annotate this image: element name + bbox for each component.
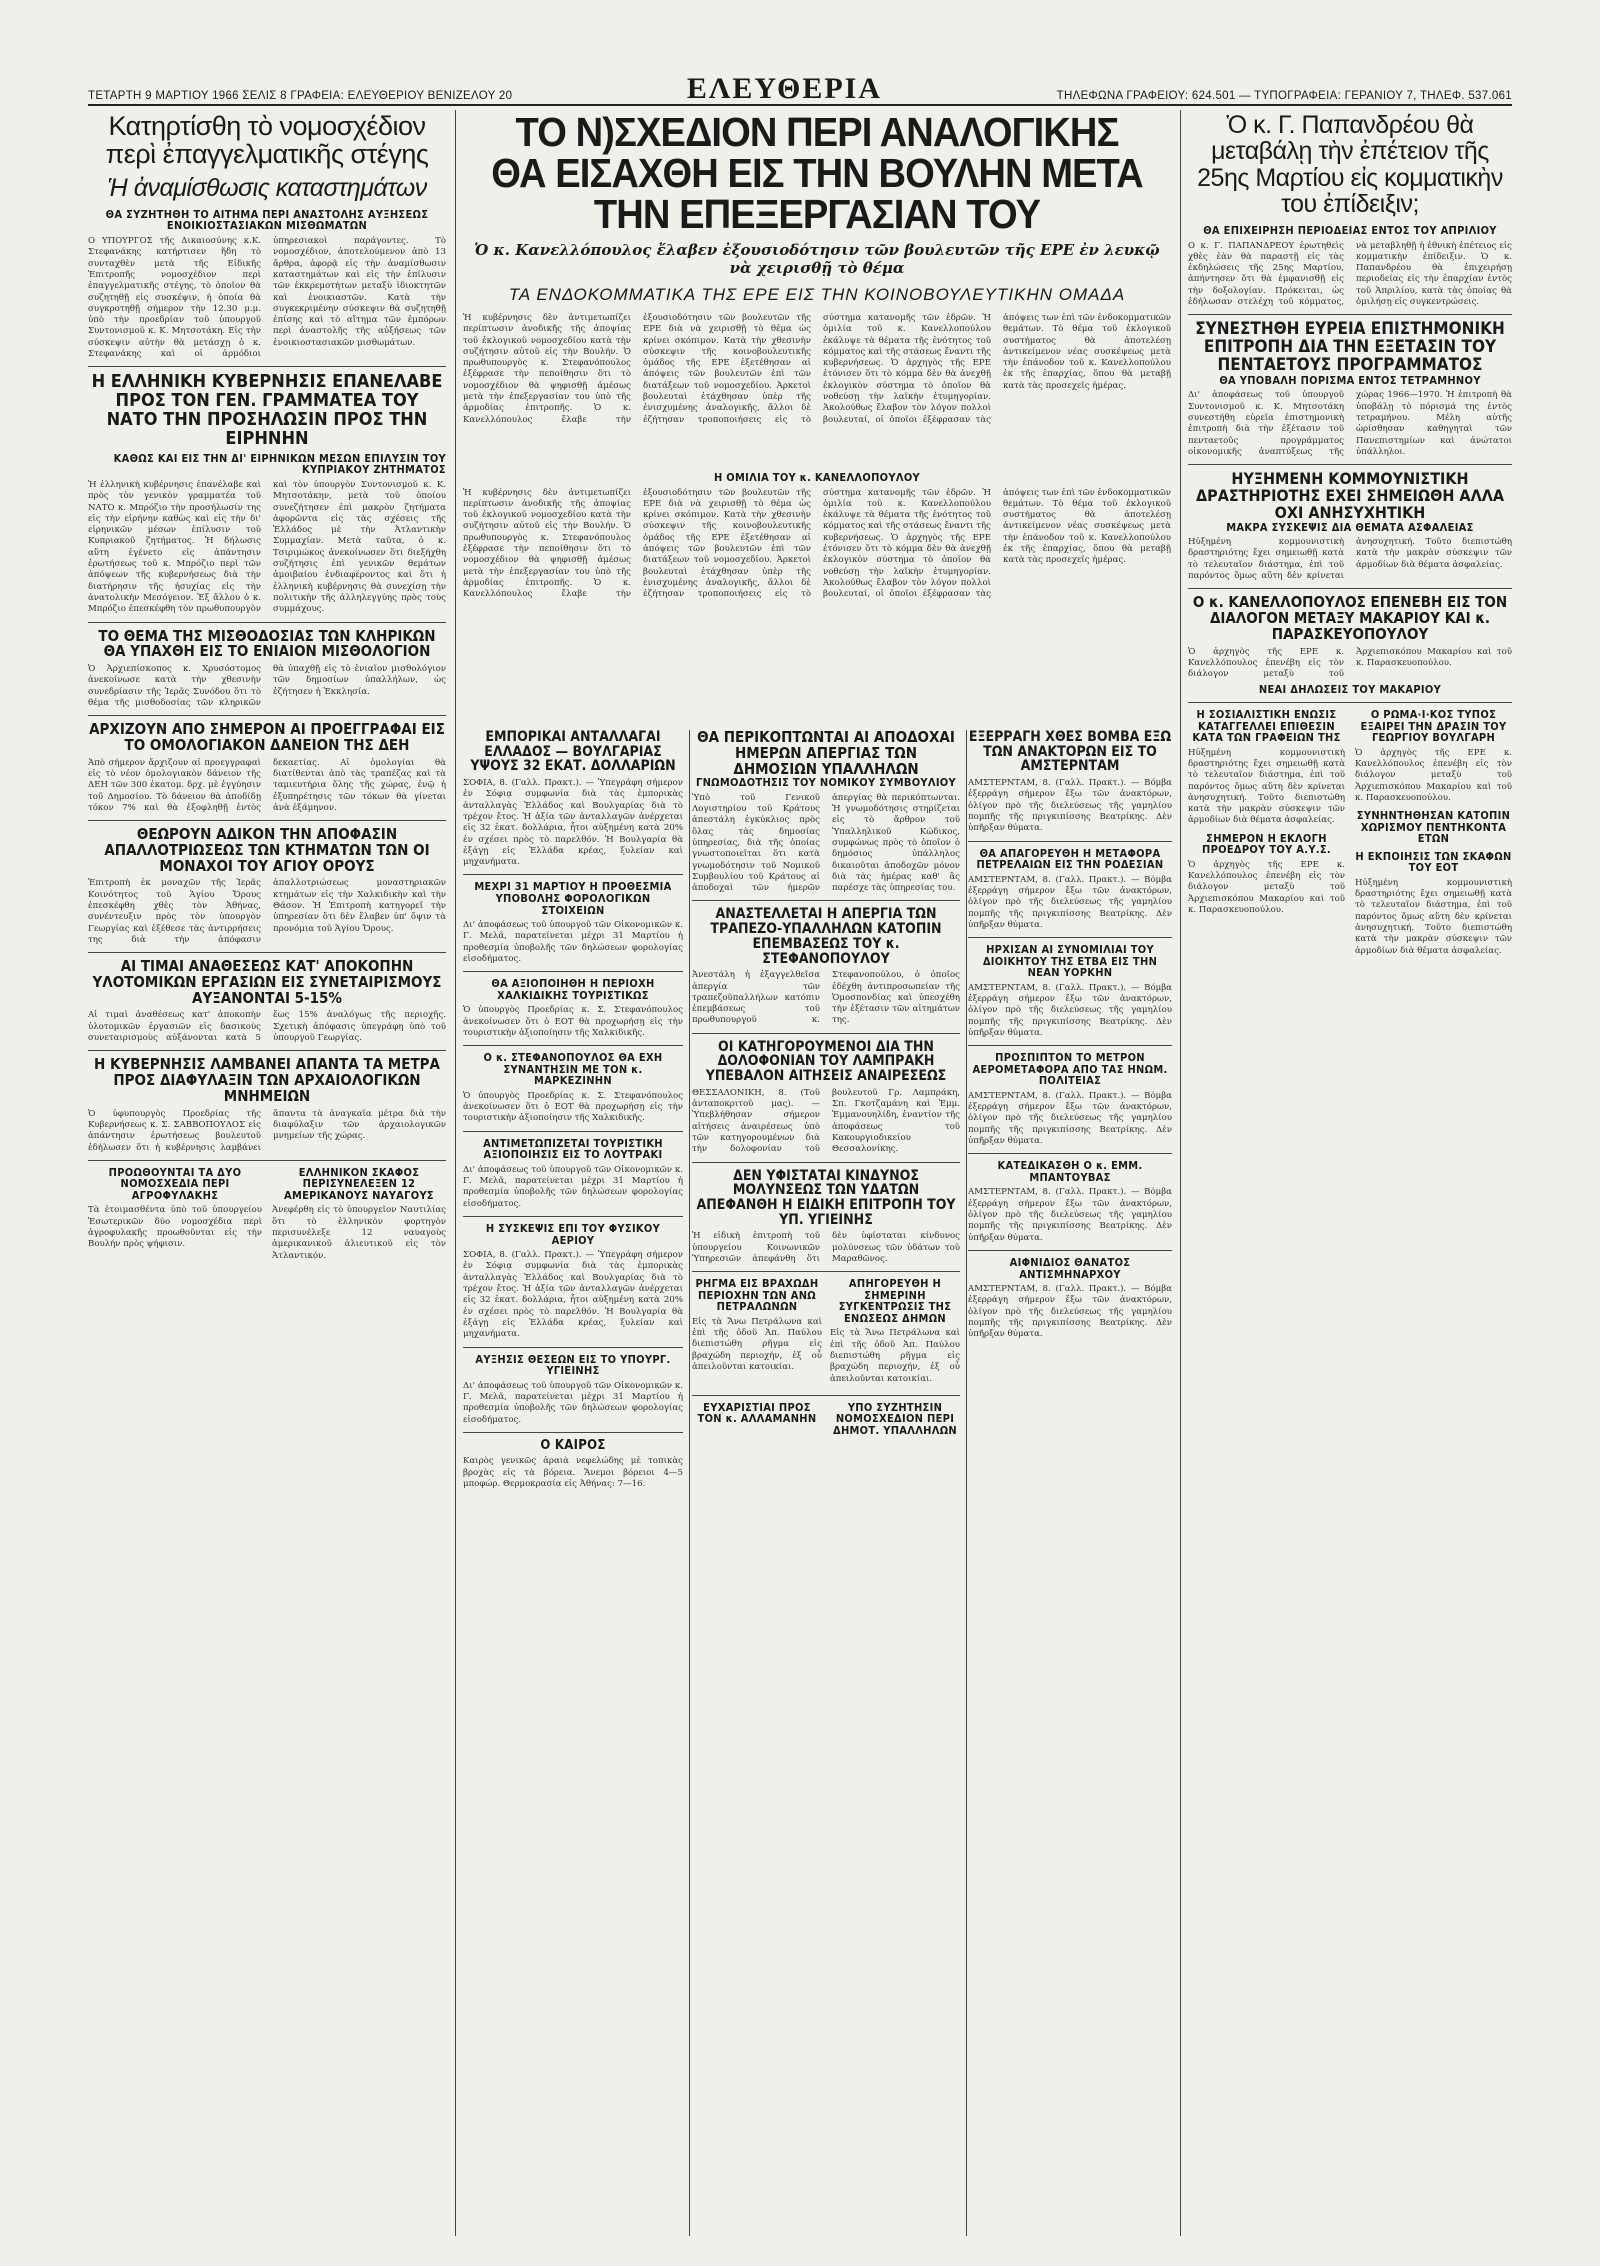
headline-ays-election: ΣΗΜΕΡΟΝ Η ΕΚΛΟΓΗ ΠΡΟΕΔΡΟΥ ΤΟΥ Α.Υ.Σ. — [1202, 831, 1331, 857]
article-papandreou: Ο κ. Γ. ΠΑΠΑΝΔΡΕΟΥ ἐρωτηθεὶς χθὲς ἐὰν θὰ παραστῇ εἰς τὰς ἐκδηλώσεις τῆς 25ης Μαρτίου, ἀπήντησεν ὅτι θὰ ἐμφανισθῇ εἰς τὴν δοξολογίαν. Πρόκειται, ὡς ἐδήλωσαν στελέχη τοῦ κόμματος, νὰ μεταβληθῇ ἡ ἐθνικὴ ἐπέτειος εἰς κομματικὴν ἐπίδειξιν. Ὁ κ. Παπανδρέου θὰ ἐπιχειρήσῃ περιοδείας εἰς τὴν ἐπαρχίαν ἐντὸς τοῦ Ἀπριλίου, κατὰ τὰς ὁποίας θὰ ὁμιλήσῃ εἰς συγκεντρώσεις. — [1188, 240, 1512, 308]
article-chalkidiki: Ὁ ὑπουργὸς Προεδρίας κ. Σ. Στεφανόπουλος ἀνεκοίνωσεν ὅτι ὁ ΕΟΤ θὰ προχωρήσῃ εἰς τὴν τουριστικὴν ἀξιοποίησιν τῆς Χαλκιδικῆς. — [463, 1005, 683, 1038]
headline-bulgaria-trade: ΕΜΠΟΡΙΚΑΙ ΑΝΤΑΛΛΑΓΑΙ ΕΛΛΑΔΟΣ — ΒΟΥΛΓΑΡΙΑΣ ΥΨΟΥΣ 32 ΕΚΑΤ. ΔΟΛΛΑΡΙΩΝ — [470, 729, 676, 775]
kicker-security: ΜΑΚΡΑ ΣΥΣΚΕΨΙΣ ΔΙΑ ΘΕΜΑΤΑ ΑΣΦΑΛΕΙΑΣ — [1226, 520, 1474, 534]
article-eot-vessels: Ηὐξημένη κομμουνιστικὴ δραστηριότης ἔχει σημειωθῇ κατὰ τὸ τελευταῖον διάστημα, ἐπὶ τοῦ παρόντος ὅμως αὕτη δὲν κρίνεται ἀνησυχητική. Τοῦτο διεπιστώθη κατὰ τὴν μακρὰν σύσκεψιν τῶν ἁρμοδίων διὰ θέματα ἀσφαλείας. — [1355, 877, 1512, 956]
article-loutraki: Δι' ἀποφάσεως τοῦ ὑπουργοῦ τῶν Οἰκονομικῶν κ. Γ. Μελᾶ, παρατείνεται μέχρι 31 Μαρτίου ἡ προθεσμία ὑποβολῆς τῶν δηλώσεων φορολογίας εἰσοδήματος. — [463, 1164, 683, 1209]
article-socialist-union: Ηὐξημένη κομμουνιστικὴ δραστηριότης ἔχει σημειωθῇ κατὰ τὸ τελευταῖον διάστημα, ἐπὶ τοῦ παρόντος ὅμως αὕτη δὲν κρίνεται ἀνησυχητική. Τοῦτο διεπιστώθη κατὰ τὴν μακρὰν σύσκεψιν τῶν ἁρμοδίων διὰ θέματα ἀσφαλείας. — [1188, 747, 1345, 826]
newspaper-name: ΕΛΕΥΘΕΡΙΑ — [686, 72, 883, 105]
article-bank-strike: Ἀνεστάλη ἡ ἐξαγγελθεῖσα ἀπεργία τῶν τραπεζοϋπαλλήλων κατόπιν ἐπεμβάσεως τοῦ πρωθυπουργοῦ κ. Στεφανοπούλου, ὁ ὁποῖος ἐδέχθη ἀντιπροσωπείαν τῆς Ὁμοσπονδίας καὶ ὑπεσχέθη τὴν ἐξέτασιν τῶν αἰτημάτων της. — [692, 970, 960, 1026]
headline-papandreou: Ὁ κ. Γ. Παπανδρέου θὰ μεταβάλῃ τὴν ἐπέτειον τῆς 25ης Μαρτίου εἰς κομματικὴν του ἐπίδειξιν; — [1197, 111, 1503, 218]
headline-reunion: ΣΥΝΗΝΤΗΘΗΣΑΝ ΚΑΤΟΠΙΝ ΧΩΡΙΣΜΟΥ ΠΕΝΤΗΚΟΝΤΑ ΕΤΩΝ — [1356, 809, 1511, 846]
article-natural-gas: ΣΟΦΙΑ, 8. (Γαλλ. Πρακτ.). — Ὑπεγράφη σήμερον ἐν Σόφιᾳ συμφωνία διὰ τὰς ἐμπορικὰς ἀνταλλαγὰς Ἑλλάδος καὶ Βουλγαρίας διὰ τὸ τρέχον ἔτος. Ἡ ἀξία τῶν ἀνταλλαγῶν ἀνέρχεται εἰς 32 ἑκατ. δολλάρια, ἦτοι αὐξημένη κατὰ 20% ἐν σχέσει πρὸς τὸ παρελθόν. Ἡ Βουλγαρία θὰ ἐξάγῃ εἰς Ἑλλάδα κρέας, ξυλείαν καὶ μηχανήματα. — [463, 1250, 683, 1340]
headline-logging: ΑΙ ΤΙΜΑΙ ΑΝΑΘΕΣΕΩΣ ΚΑΤ' ΑΠΟΚΟΠΗΝ ΥΛΟΤΟΜΙΚΩΝ ΕΡΓΑΣΙΩΝ ΕΙΣ ΣΥΝΕΤΑΙΡΙΣΜΟΥΣ ΑΥΞΑΝΟΝΤΑΙ 5-15% — [92, 957, 442, 1007]
article-communist-activity: Ηὐξημένη κομμουνιστικὴ δραστηριότης ἔχει σημειωθῇ κατὰ τὸ τελευταῖον διάστημα, ἐπὶ τοῦ παρόντος ὅμως αὕτη δὲν κρίνεται ἀνησυχητική. Τοῦτο διεπιστώθη κατὰ τὴν μακρὰν σύσκεψιν τῶν ἁρμοδίων διὰ θέματα ἀσφαλείας. — [1188, 537, 1512, 582]
article-housing: Ο ΥΠΟΥΡΓΟΣ τῆς Δικαιοσύνης κ.Κ. Στεφανάκης κατήρτισεν ἤδη τὸ συνταχθὲν μετὰ τῆς Εἰδικῆς Ἐπιτροπῆς νομοσχέδιον περὶ ἐπαγγελματικῆς στέγης, τὸ ὁποῖον θὰ συζητηθῇ εἰς συσκέψιν, ἡ ὁποία θὰ συγκροτηθῇ σήμερον τὴν 12.30 μ.μ. ὑπὸ τὴν προεδρίαν τοῦ ὑπουργοῦ Συντονισμοῦ κ. Κ. Μητσοτάκη. Εἰς τὴν σύσκεψιν αὐτὴν θὰ μετάσχῃ ὁ κ. Στεφανάκης καὶ οἱ ἁρμόδιοι ὑπηρεσιακοὶ παράγοντες. Τὸ νομοσχέδιον, ἀποτελούμενον ἀπὸ 13 ἄρθρα, ἀφορᾷ εἰς τὴν ἀναμίσθωσιν καταστημάτων καὶ εἰς τὴν ἐπίλυσιν τῶν ἐκκρεμοτήτων μεταξὺ ἰδιοκτητῶν καὶ ἐνοικιαστῶν. Κατὰ τὴν συγκεκριμένην σύσκεψιν θὰ συζητηθῇ ἐπίσης καὶ τὸ αἴτημα τῶν ἐμπόρων περὶ ἀναστολῆς τῆς αὐξήσεως τῶν ἐνοικιοστασιακῶν μισθωμάτων. — [88, 236, 446, 359]
center-column — [692, 730, 967, 2236]
kicker-legal-council: ΓΝΩΜΟΔΟΤΗΣΙΣ ΤΟΥ ΝΟΜΙΚΟΥ ΣΥΜΒΟΥΛΙΟΥ — [695, 776, 956, 790]
article-bandouvas: ΑΜΣΤΕΡΝΤΑΜ, 8. (Γαλλ. Πρακτ.). — Βόμβα ἐξερράγη σήμερον ἔξω τῶν ἀνακτόρων, ὀλίγον πρὸ τῆς διελεύσεως τῆς γαμηλίου πομπῆς τῆς πριγκιπίσσης Βεατρίκης. Δὲν ὑπῆρξαν θύματα. — [968, 1187, 1172, 1243]
headline-health-posts: ΑΥΞΗΣΙΣ ΘΕΣΕΩΝ ΕΙΣ ΤΟ ΥΠΟΥΡΓ. ΥΓΙΕΙΝΗΣ — [475, 1352, 671, 1378]
kicker-speech: Η ΟΜΙΛΙΑ ΤΟΥ κ. ΚΑΝΕΛΛΟΠΟΥΛΟΥ — [713, 471, 920, 484]
headline-socialist-union: Η ΣΟΣΙΑΛΙΣΤΙΚΗ ΕΝΩΣΙΣ ΚΑΤΑΓΓΕΛΛΕΙ ΕΠΙΘΕΣΙΝ ΚΑΤΑ ΤΩΝ ΓΡΑΦΕΙΩΝ ΤΗΣ — [1192, 708, 1341, 745]
headline-water: ΔΕΝ ΥΦΙΣΤΑΤΑΙ ΚΙΝΔΥΝΟΣ ΜΟΛΥΝΣΕΩΣ ΤΩΝ ΥΔΑΤΩΝ ΑΠΕΦΑΝΘΗ Η ΕΙΔΙΚΗ ΕΠΙΤΡΟΠΗ ΤΟΥ ΥΠ. ΥΓΙΕΙΝΗΣ — [696, 1167, 956, 1228]
headline-rural-guard: ΠΡΟΩΘΟΥΝΤΑΙ ΤΑ ΔΥΟ ΝΟΜΟΣΧΕΔΙΑ ΠΕΡΙ ΑΓΡΟΦΥΛΑΚΗΣ — [108, 1165, 242, 1202]
headline-bank-strike: ΑΝΑΣΤΕΛΛΕΤΑΙ Η ΑΠΕΡΓΙΑ ΤΩΝ ΤΡΑΠΕΖΟ-ΥΠΑΛΛΗΛΩΝ ΚΑΤΟΠΙΝ ΕΠΕΜΒΑΣΕΩΣ ΤΟΥ κ. ΣΤΕΦΑΝΟΠΟΥΛΟΥ — [710, 906, 942, 967]
lead-subtitle: Ὁ κ. Κανελλόπουλος ἔλαβεν ἐξουσιοδότησιν τῶν βουλευτῶν τῆς ΕΡΕ ἐν λευκῷ νὰ χειρισθῇ τὸ θέμα — [474, 241, 1160, 277]
lead-article: Ἡ κυβέρνησις δὲν ἀντιμετωπίζει περίπτωσιν ἀνοδικῆς τῆς ἀποψίας τοῦ ἐκλογικοῦ νομοσχεδίου κατὰ τὴν συζήτησιν αὐτοῦ εἰς τὴν Βουλήν. Ὁ πρωθυπουργὸς κ. Στεφανόπουλος ἐξέφρασε τὴν πεποίθησιν ὅτι τὸ νομοσχέδιον θὰ ψηφισθῇ ἀμέσως μετὰ τὴν ἐπεξεργασίαν του ὑπὸ τῆς ἁρμοδίας ἐπιτροπῆς. Ὁ κ. Κανελλόπουλος ἔλαβε τὴν ἐξουσιοδότησιν τῶν βουλευτῶν τῆς ΕΡΕ διὰ νὰ χειρισθῇ τὸ θέμα ὡς κρίνει σκόπιμον. Κατὰ τὴν χθεσινὴν σύσκεψιν τῆς κοινοβουλευτικῆς ὁμάδος τῆς ΕΡΕ ἐξετέθησαν αἱ ἀπόψεις τῶν βουλευτῶν ἐπὶ τῶν διατάξεων τοῦ νομοσχεδίου. Ἀρκετοὶ βουλευταὶ ἐτάχθησαν ὑπὲρ τῆς ἐνισχυμένης ἀναλογικῆς, ἄλλοι δὲ ἐζήτησαν τροποποιήσεις εἰς τὸ σύστημα κατανομῆς τῶν ἑδρῶν. Ἡ ὁμιλία τοῦ κ. Κανελλοπούλου ἐκάλυψε τὰ θέματα τῆς ἐνότητος τοῦ κόμματος καὶ τῆς στάσεως ἔναντι τῆς κυβερνήσεως. Ὁ ἀρχηγὸς τῆς ΕΡΕ ἐτόνισεν ὅτι τὸ κόμμα δὲν θὰ ἀνεχθῇ ἐκλογικὸν σύστημα τὸ ὁποῖον θὰ νοθεύσῃ τὴν λαϊκὴν ἐτυμηγορίαν. Ἀκολούθως ἔλαβον τὸν λόγον πολλοὶ βουλευταί, οἱ ὁποῖοι ἐξέφρασαν τὰς ἀπόψεις των ἐπὶ τῶν ἐνδοκομματικῶν θεμάτων. Τὸ θέμα τοῦ ἐκλογικοῦ συστήματος θὰ ἀποτελέσῃ ἀντικείμενον νέας συσκέψεως μετὰ τὴν ἐπάνοδον τοῦ κ. Κανελλοπούλου ἐκ τῆς ἐπαρχίας, ὅπου θὰ μεταβῇ κατὰ τὰς προσεχεῖς ἡμέρας. — [463, 313, 1171, 425]
phone-line: ΤΗΛΕΦΩΝΑ ΓΡΑΦΕΙΟΥ: 624.501 — ΤΥΠΟΓΡΑΦΕΙΑ: ΓΕΡΑΝΙΟΥ 7, ΤΗΛΕΦ. 537.061 — [1056, 90, 1512, 102]
headline-housing: Κατηρτίσθη τὸ νομοσχέδιον περὶ ἐπαγγελματικῆς στέγης — [105, 111, 429, 170]
headline-bandouvas: ΚΑΤΕΔΙΚΑΣΘΗ Ο κ. ΕΜΜ. ΜΠΑΝΤΟΥΒΑΣ — [997, 1159, 1143, 1184]
article-municipalities: Εἰς τὰ Ἄνω Πετράλωνα καὶ ἐπὶ τῆς ὁδοῦ Ἀπ. Παύλου διεπιστώθη ρῆγμα εἰς βραχώδη περιοχήν, ἐξ οὗ ἀπειλοῦνται κατοικίαι. — [830, 1328, 960, 1384]
article-rural-guard: Τὰ ἑτοιμασθέντα ὑπὸ τοῦ ὑπουργείου Ἐσωτερικῶν δύο νομοσχέδια περὶ ἀγροφυλακῆς προωθοῦνται εἰς τὴν Βουλήν πρὸς ψήφισιν. — [88, 1205, 262, 1250]
headline-municipal-employees: ΥΠΟ ΣΥΖΗΤΗΣΙΝ ΝΟΜΟΣΧΕΔΙΟΝ ΠΕΡΙ ΔΗΜΟΤ. ΥΠΑΛΛΗΛΩΝ — [832, 1400, 958, 1437]
headline-communist-activity: ΗΥΞΗΜΕΝΗ ΚΟΜΜΟΥΝΙΣΤΙΚΗ ΔΡΑΣΤΗΡΙΟΤΗΣ ΕΧΕΙ ΣΗΜΕΙΩΘΗ ΑΛΛΑ ΟΧΙ ΑΝΗΣΥΧΗΤΙΚΗ — [1196, 469, 1504, 522]
left-column — [88, 112, 446, 2236]
article-shipwreck: Ἀνεφέρθη εἰς τὸ ὑπουργεῖον Ναυτιλίας ὅτι τὸ ἑλληνικὸν φορτηγὸν περισυνέλεξε 12 ναυαγοὺς ἀμερικανικοῦ ἁλιευτικοῦ εἰς τὸν Ἀτλαντικόν. — [272, 1205, 446, 1261]
article-health-posts: Δι' ἀποφάσεως τοῦ ὑπουργοῦ τῶν Οἰκονομικῶν κ. Γ. Μελᾶ, παρατείνεται μέχρι 31 Μαρτίου ἡ προθεσμία ὑποβολῆς τῶν δηλώσεων φορολογίας εἰσοδήματος. — [463, 1380, 683, 1425]
date-line: ΤΕΤΑΡΤΗ 9 ΜΑΡΤΙΟΥ 1966 ΣΕΛΙΣ 8 ΓΡΑΦΕΙΑ: ΕΛΕΥΘΕΡΙΟΥ ΒΕΝΙΖΕΛΟΥ 20 — [88, 90, 513, 102]
article-mount-athos: Ἐπιτροπὴ ἐκ μοναχῶν τῆς Ἱερᾶς Κοινότητος τοῦ Ἁγίου Ὄρους ἐπεσκέφθη χθὲς τὸν Ἀθήνας, συνέντευξιν πρὸς τὸν ὑπουργὸν Γεωργίας καὶ ἐξέθεσε τὰς ἀντιρρήσεις της διὰ τὴν ἀπόφασιν ἀπαλλοτριώσεως μοναστηριακῶν κτημάτων εἰς τὴν Χαλκιδικὴν καὶ τὴν Θάσον. Ἡ Ἐπιτροπὴ κατηγορεῖ τὴν ὑπηρεσίαν ὅτι δὲν ἔλαβεν ὑπ' ὄψιν τὰ προνόμια τοῦ Ἁγίου Ὄρους. — [88, 878, 446, 945]
article-weather: Καιρὸς γενικῶς ἀραιὰ νεφελώδης μὲ τοπικὰς βροχὰς εἰς τὰ βόρεια. Ἄνεμοι βόρειοι 4—5 μποφώρ. Θερμοκρασία εἰς Ἀθήνας: 7—16. — [463, 1456, 683, 1490]
article-markezinis: Ὁ ὑπουργὸς Προεδρίας κ. Σ. Στεφανόπουλος ἀνεκοίνωσεν ὅτι ὁ ΕΟΤ θὰ προχωρήσῃ εἰς τὴν τουριστικὴν ἀξιοποίησιν τῆς Χαλκιδικῆς. — [463, 1090, 683, 1124]
article-tax-deadline: Δι' ἀποφάσεως τοῦ ὑπουργοῦ τῶν Οἰκονομικῶν κ. Γ. Μελᾶ, παρατείνεται μέχρι 31 Μαρτίου ἡ προθεσμία ὑποβολῆς τῶν δηλώσεων φορολογίας εἰσοδήματος. — [463, 920, 683, 964]
headline-strike-pay: ΘΑ ΠΕΡΙΚΟΠΤΩΝΤΑΙ ΑΙ ΑΠΟΔΟΧΑΙ ΗΜΕΡΩΝ ΑΠΕΡΓΙΑΣ ΤΩΝ ΔΗΜΟΣΙΩΝ ΥΠΑΛΛΗΛΩΝ — [697, 728, 955, 778]
article-roman-press: Ὁ ἀρχηγὸς τῆς ΕΡΕ κ. Κανελλόπουλος ἐπενέβη εἰς τὸν διάλογον μεταξὺ τοῦ Ἀρχιεπισκόπου Μακαρίου καὶ τοῦ κ. Παρασκευοπούλου. — [1355, 747, 1512, 803]
kicker-nato: ΚΑΘΩΣ ΚΑΙ ΕΙΣ ΤΗΝ ΔΙ' ΕΙΡΗΝΙΚΩΝ ΜΕΣΩΝ ΕΠΙΛΥΣΙΝ ΤΟΥ ΚΥΠΡΙΑΚΟΥ ΖΗΤΗΜΑΤΟΣ — [113, 451, 446, 477]
right-column — [1188, 112, 1512, 2236]
headline-natural-gas: Η ΣΥΣΚΕΨΙΣ ΕΠΙ ΤΟΥ ΦΥΣΙΚΟΥ ΑΕΡΙΟΥ — [485, 1222, 661, 1247]
headline-sudden-death: ΑΙΦΝΙΔΙΟΣ ΘΑΝΑΤΟΣ ΑΝΤΙΣΜΗΝΑΡΧΟΥ — [1009, 1255, 1131, 1281]
headline-loutraki: ΑΝΤΙΜΕΤΩΠΙΖΕΤΑΙ ΤΟΥΡΙΣΤΙΚΗ ΑΞΙΟΠΟΙΗΣΙΣ ΕΙΣ ΤΟ ΛΟΥΤΡΑΚΙ — [483, 1136, 663, 1162]
headline-chalkidiki: ΘΑ ΑΞΙΟΠΟΙΗΘΗ Η ΠΕΡΙΟΧΗ ΧΑΛΚΙΔΙΚΗΣ ΤΟΥΡΙΣΤΙΚΩΣ — [491, 977, 655, 1002]
masthead — [88, 72, 1512, 105]
headline-lambrakis: ΟΙ ΚΑΤΗΓΟΡΟΥΜΕΝΟΙ ΔΙΑ ΤΗΝ ΔΟΛΟΦΟΝΙΑΝ ΤΟΥ ΛΑΜΠΡΑΚΗ ΥΠΕΒΑΛΟΝ ΑΙΤΗΣΕΙΣ ΑΝΑΙΡΕΣΕΩΣ — [705, 1038, 947, 1085]
article-scientific-committee: Δι' ἀποφάσεως τοῦ ὑπουργοῦ Συντονισμοῦ κ. Κ. Μητσοτάκη συνεστήθη εὐρεῖα ἐπιστημονικὴ ἐπιτροπὴ διὰ τὴν ἐξέτασιν τοῦ πενταετοῦς προγράμματος οἰκονομικῆς ἀναπτύξεως τῆς χώρας 1966—1970. Ἡ ἐπιτροπὴ θὰ ὑποβάλῃ τὸ πόρισμά της ἐντὸς τετραμήνου. Μέλη αὐτῆς ὠρίσθησαν καθηγηταὶ τῶν Πανεπιστημίων καὶ ἀνώτατοι ὑπάλληλοι. — [1188, 390, 1512, 457]
article-clergy: Ὁ Ἀρχιεπίσκοπος κ. Χρυσόστομος ἀνεκοίνωσε κατὰ τὴν χθεσινὴν συνεδρίασιν τῆς Ἱερᾶς Συνόδου ὅτι τὸ θέμα τῆς μισθοδοσίας τῶν κληρικῶν θὰ ὑπαχθῇ εἰς τὸ ἑνιαῖον μισθολόγιον τῶν δημοσίων ὑπαλλήλων, ὡς ἐζήτησεν ἡ Ἐκκλησία. — [88, 664, 446, 708]
kicker-papandreou: ΘΑ ΕΠΙΧΕΙΡΗΣΗ ΠΕΡΙΟΔΕΙΑΣ ΕΝΤΟΣ ΤΟΥ ΑΠΡΙΛΙΟΥ — [1203, 224, 1497, 237]
headline-monuments: Η ΚΥΒΕΡΝΗΣΙΣ ΛΑΜΒΑΝΕΙ ΑΠΑΝΤΑ ΤΑ ΜΕΤΡΑ ΠΡΟΣ ΔΙΑΦΥΛΑΞΙΝ ΤΩΝ ΑΡΧΑΙΟΛΟΓΙΚΩΝ ΜΝΗΜΕΙΩΝ — [94, 1055, 440, 1105]
headline-municipalities: ΑΠΗΓΟΡΕΥΘΗ Η ΣΗΜΕΡΙΝΗ ΣΥΓΚΕΝΤΡΩΣΙΣ ΤΗΣ ΕΝΩΣΕΩΣ ΔΗΜΩΝ — [838, 1277, 952, 1325]
masthead-rule — [88, 104, 1512, 106]
headline-tax-deadline: ΜΕΧΡΙ 31 ΜΑΡΤΙΟΥ Η ΠΡΟΘΕΣΜΙΑ ΥΠΟΒΟΛΗΣ ΦΟΡΟΛΟΓΙΚΩΝ ΣΤΟΙΧΕΙΩΝ — [474, 880, 672, 917]
headline-thanks: ΕΥΧΑΡΙΣΤΙΑΙ ΠΡΟΣ ΤΟΝ κ. ΑΛΛΑΜΑΝΗΝ — [697, 1400, 817, 1426]
headline-scientific-committee: ΣΥΝΕΣΤΗΘΗ ΕΥΡΕΙΑ ΕΠΙΣΤΗΜΟΝΙΚΗ ΕΠΙΤΡΟΠΗ ΔΙΑ ΤΗΝ ΕΞΕΤΑΣΙΝ ΤΟΥ ΠΕΝΤΑΕΤΟΥΣ ΠΡΟΓΡΑΜΜΑΤΟΣ — [1195, 319, 1505, 376]
lead-story — [463, 109, 1171, 472]
article-petralona: Εἰς τὰ Ἄνω Πετράλωνα καὶ ἐπὶ τῆς ὁδοῦ Ἀπ. Παύλου διεπιστώθη ρῆγμα εἰς βραχώδη περιοχήν, ἐξ οὗ ἀπειλοῦνται κατοικίαι. — [692, 1316, 822, 1373]
lead-article-cont: Ἡ κυβέρνησις δὲν ἀντιμετωπίζει περίπτωσιν ἀνοδικῆς τῆς ἀποψίας τοῦ ἐκλογικοῦ νομοσχεδίου κατὰ τὴν συζήτησιν αὐτοῦ εἰς τὴν Βουλήν. Ὁ πρωθυπουργὸς κ. Στεφανόπουλος ἐξέφρασε τὴν πεποίθησιν ὅτι τὸ νομοσχέδιον θὰ ψηφισθῇ ἀμέσως μετὰ τὴν ἐπεξεργασίαν του ὑπὸ τῆς ἁρμοδίας ἐπιτροπῆς. Ὁ κ. Κανελλόπουλος ἔλαβε τὴν ἐξουσιοδότησιν τῶν βουλευτῶν τῆς ΕΡΕ διὰ νὰ χειρισθῇ τὸ θέμα ὡς κρίνει σκόπιμον. Κατὰ τὴν χθεσινὴν σύσκεψιν τῆς κοινοβουλευτικῆς ὁμάδος τῆς ΕΡΕ ἐξετέθησαν αἱ ἀπόψεις τῶν βουλευτῶν ἐπὶ τῶν διατάξεων τοῦ νομοσχεδίου. Ἀρκετοὶ βουλευταὶ ἐτάχθησαν ὑπὲρ τῆς ἐνισχυμένης ἀναλογικῆς, ἄλλοι δὲ ἐζήτησαν τροποποιήσεις εἰς τὸ σύστημα κατανομῆς τῶν ἑδρῶν. Ἡ ὁμιλία τοῦ κ. Κανελλοπούλου ἐκάλυψε τὰ θέματα τῆς ἐνότητος τοῦ κόμματος καὶ τῆς στάσεως ἔναντι τῆς κυβερνήσεως. Ὁ ἀρχηγὸς τῆς ΕΡΕ ἐτόνισεν ὅτι τὸ κόμμα δὲν θὰ ἀνεχθῇ ἐκλογικὸν σύστημα τὸ ὁποῖον θὰ νοθεύσῃ τὴν λαϊκὴν ἐτυμηγορίαν. Ἀκολούθως ἔλαβον τὸν λόγον πολλοὶ βουλευταί, οἱ ὁποῖοι ἐξέφρασαν τὰς ἀπόψεις των ἐπὶ τῶν ἐνδοκομματικῶν θεμάτων. Τὸ θέμα τοῦ ἐκλογικοῦ συστήματος θὰ ἀποτελέσῃ ἀντικείμενον νέας συσκέψεως μετὰ τὴν ἐπάνοδον τοῦ κ. Κανελλοπούλου ἐκ τῆς ἐπαρχίας, ὅπου θὰ μεταβῇ κατὰ τὰς προσεχεῖς ἡμέρας. — [463, 487, 1171, 600]
headline-roman-press: Ο ΡΩΜΑ·Ι·ΚΟΣ ΤΥΠΟΣ ΕΞΑΙΡΕΙ ΤΗΝ ΔΡΑΣΙΝ ΤΟΥ ΓΕΩΡΓΙΟΥ ΒΟΥΛΓΑΡΗ — [1360, 708, 1507, 745]
headline-mount-athos: ΘΕΩΡΟΥΝ ΑΔΙΚΟΝ ΤΗΝ ΑΠΟΦΑΣΙΝ ΑΠΑΛΛΟΤΡΙΩΣΕΩΣ ΤΩΝ ΚΤΗΜΑΤΩΝ ΤΩΝ ΟΙ ΜΟΝΑΧΟΙ ΤΟΥ ΑΓΙΟΥ ΟΡΟΥΣ — [104, 825, 430, 875]
article-water: Ἡ εἰδικὴ ἐπιτροπὴ τοῦ ὑπουργείου Κοινωνικῶν Ὑπηρεσιῶν ἀπεφάνθη ὅτι δὲν ὑφίσταται κίνδυνος μολύνσεως τῶν ὑδάτων τοῦ Μαραθῶνος. — [692, 1231, 960, 1264]
headline-clergy: ΤΟ ΘΕΜΑ ΤΗΣ ΜΙΣΘΟΔΟΣΙΑΣ ΤΩΝ ΚΛΗΡΙΚΩΝ ΘΑ ΥΠΑΧΘΗ ΕΙΣ ΤΟ ΕΝΙΑΙΟΝ ΜΙΣΘΟΛΟΓΙΟΝ — [98, 626, 436, 661]
lead-subtitle-2: ΤΑ ΕΝΔΟΚΟΜΜΑΤΙΚΑ ΤΗΣ ΕΡΕ ΕΙΣ ΤΗΝ ΚΟΙΝΟΒΟΥΛΕΥΤΙΚΗΝ ΟΜΑΔΑ — [508, 285, 1126, 304]
headline-eot-vessels: Η ΕΚΠΟΙΗΣΙΣ ΤΩΝ ΣΚΑΦΩΝ ΤΟΥ ΕΟΤ — [1355, 849, 1512, 875]
article-makarios: Ὁ ἀρχηγὸς τῆς ΕΡΕ κ. Κανελλόπουλος ἐπενέβη εἰς τὸν διάλογον μεταξὺ τοῦ Ἀρχιεπισκόπου Μακαρίου καὶ τοῦ κ. Παρασκευοπούλου. — [1188, 646, 1512, 680]
headline-makarios: Ο κ. ΚΑΝΕΛΛΟΠΟΥΛΟΣ ΕΠΕΝΕΒΗ ΕΙΣ ΤΟΝ ΔΙΑΛΟΓΟΝ ΜΕΤΑΞΥ ΜΑΚΑΡΙΟΥ ΚΑΙ κ. ΠΑΡΑΣΚΕΥΟΠΟΥΛΟΥ — [1192, 593, 1508, 643]
article-monuments: Ὁ ὑφυπουργὸς Προεδρίας τῆς Κυβερνήσεως κ. Σ. ΣΑΒΒΟΠΟΥΛΟΣ εἰς ἀπάντησιν ἐρωτήσεως βουλευτοῦ ἐδήλωσεν ὅτι ἡ κυβέρνησις λαμβάνει ἅπαντα τὰ ἀναγκαῖα μέτρα διὰ τὴν διαφύλαξιν τῶν ἀρχαιολογικῶν μνημείων τῆς χώρας. — [88, 1108, 446, 1153]
column-divider — [455, 110, 456, 2236]
kicker-makarios: ΝΕΑΙ ΔΗΛΩΣΕΙΣ ΤΟΥ ΜΑΚΑΡΙΟΥ — [1258, 683, 1442, 697]
mid-column — [463, 730, 690, 2236]
article-bulgaria-trade: ΣΟΦΙΑ, 8. (Γαλλ. Πρακτ.). — Ὑπεγράφη σήμερον ἐν Σόφιᾳ συμφωνία διὰ τὰς ἐμπορικὰς ἀνταλλαγὰς Ἑλλάδος καὶ Βουλγαρίας διὰ τὸ τρέχον ἔτος. Ἡ ἀξία τῶν ἀνταλλαγῶν ἀνέρχεται εἰς 32 ἑκατ. δολλάρια, ἦτοι αὐξημένη κατὰ 20% ἐν σχέσει πρὸς τὸ παρελθόν. Ἡ Βουλγαρία θὰ ἐξάγῃ εἰς Ἑλλάδα κρέας, ξυλείαν καὶ μηχανήματα. — [463, 778, 683, 868]
article-rhodesia-oil: ΑΜΣΤΕΡΝΤΑΜ, 8. (Γαλλ. Πρακτ.). — Βόμβα ἐξερράγη σήμερον ἔξω τῶν ἀνακτόρων, ὀλίγον πρὸ τῆς διελεύσεως τῆς γαμηλίου πομπῆς τῆς πριγκιπίσσης Βεατρίκης. Δὲν ὑπῆρξαν θύματα. — [968, 874, 1172, 930]
center-right-column — [968, 730, 1172, 2236]
article-lambrakis: ΘΕΣΣΑΛΟΝΙΚΗ, 8. (Τοῦ ἀνταποκριτοῦ μας). — Ὑπεβλήθησαν σήμερον αἰτήσεις ἀναιρέσεως ὑπὸ τῶν κατηγορουμένων διὰ τὴν δολοφονίαν τοῦ βουλευτοῦ Γρ. Λαμπράκη, Σπ. Γκοτζαμάνη καὶ Ἐμμ. Ἐμμανουηλίδη, ἐναντίον τῆς ἀποφάσεως τοῦ Κακουργιοδικείου Θεσσαλονίκης. — [692, 1087, 960, 1155]
article-strike-pay: Ὑπὸ τοῦ Γενικοῦ Λογιστηρίου τοῦ Κράτους ἀπεστάλη ἐγκύκλιος πρὸς ὅλας τὰς δημοσίας ὑπηρεσίας, διὰ τῆς ὁποίας γνωστοποιεῖται ὅτι κατὰ γνωμοδότησιν τοῦ Νομικοῦ Συμβουλίου τοῦ Κράτους αἱ ἀποδοχαὶ τῶν ἡμερῶν ἀπεργίας θὰ περικόπτωνται. Ἡ γνωμοδότησις στηρίζεται εἰς τὸ ἄρθρον τοῦ Ὑπαλληλικοῦ Κώδικος, συμφώνως πρὸς τὸ ὁποῖον ὁ δημόσιος ὑπάλληλος δικαιοῦται ἀποδοχῶν μόνον διὰ τὰς ἡμέρας καθ' ἃς παρέσχε τὰς ὑπηρεσίας του. — [692, 792, 960, 894]
headline-shipwreck: ΕΛΛΗΝΙΚΟΝ ΣΚΑΦΟΣ ΠΕΡΙΣΥΝΕΛΕΞΕΝ 12 ΑΜΕΡΙΚΑΝΟΥΣ ΝΑΥΑΓΟΥΣ — [283, 1165, 434, 1202]
headline-air-transport: ΠΡΟΣΠΙΠΤΟΝ ΤΟ ΜΕΤΡΟΝ ΑΕΡΟΜΕΤΑΦΟΡΑ ΑΠΟ ΤΑΣ ΗΝΩΜ. ΠΟΛΙΤΕΙΑΣ — [972, 1051, 1168, 1088]
article-amsterdam-bomb: ΑΜΣΤΕΡΝΤΑΜ, 8. (Γαλλ. Πρακτ.). — Βόμβα ἐξερράγη σήμερον ἔξω τῶν ἀνακτόρων, ὀλίγον πρὸ τῆς διελεύσεως τῆς γαμηλίου πομπῆς τῆς πριγκιπίσσης Βεατρίκης. Δὲν ὑπῆρξαν θύματα. — [968, 778, 1172, 834]
article-dei-loan: Ἀπὸ σήμερον ἄρχιζουν αἱ προεγγραφαὶ εἰς τὸ νέον ὁμολογιακὸν δάνειον τῆς ΔΕΗ τῶν 300 ἑκατομ. δρχ. μὲ ἐγγύησιν τοῦ Δημοσίου. Τὸ δάνειον θὰ ἀποδίδῃ τόκον 7% καὶ θὰ ἐξοφληθῇ ἐντὸς δεκαετίας. Αἱ ὁμολογίαι θὰ διατίθενται ἀπὸ τὰς τραπέζας καὶ τὰ ταμιευτήρια ὅλης τῆς χώρας, ἐνῷ ἡ ἐξυπηρέτησις τῶν τόκων θὰ γίνεται ἀνὰ ἑξάμηνον. — [88, 757, 446, 813]
headline-etva-newyork: ΗΡΧΙΣΑΝ ΑΙ ΣΥΝΟΜΙΛΙΑΙ ΤΟΥ ΔΙΟΙΚΗΤΟΥ ΤΗΣ ΕΤΒΑ ΕΙΣ ΤΗΝ ΝΕΑΝ ΥΟΡΚΗΝ — [982, 943, 1158, 980]
headline-amsterdam-bomb: ΕΞΕΡΡΑΓΗ ΧΘΕΣ ΒΟΜΒΑ ΕΞΩ ΤΩΝ ΑΝΑΚΤΟΡΩΝ ΕΙΣ ΤΟ ΑΜΣΤΕΡΝΤΑΜ — [968, 729, 1172, 775]
headline-housing-sub: Ἡ ἀναμίσθωσις καταστημάτων — [107, 173, 427, 202]
headline-weather: Ο ΚΑΙΡΟΣ — [540, 1437, 606, 1453]
article-ays-election: Ὁ ἀρχηγὸς τῆς ΕΡΕ κ. Κανελλόπουλος ἐπενέβη εἰς τὸν διάλογον μεταξὺ τοῦ Ἀρχιεπισκόπου Μακαρίου καὶ τοῦ κ. Παρασκευοπούλου. — [1188, 859, 1345, 915]
kicker-scientific-committee: ΘΑ ΥΠΟΒΑΛΗ ΠΟΡΙΣΜΑ ΕΝΤΟΣ ΤΕΤΡΑΜΗΝΟΥ — [1219, 373, 1481, 387]
column-divider — [1180, 110, 1181, 2236]
headline-petralona: ΡΗΓΜΑ ΕΙΣ ΒΡΑΧΩΔΗ ΠΕΡΙΟΧΗΝ ΤΩΝ ΑΝΩ ΠΕΤΡΑΛΩΝΩΝ — [695, 1277, 819, 1314]
article-etva-newyork: ΑΜΣΤΕΡΝΤΑΜ, 8. (Γαλλ. Πρακτ.). — Βόμβα ἐξερράγη σήμερον ἔξω τῶν ἀνακτόρων, ὀλίγον πρὸ τῆς διελεύσεως τῆς γαμηλίου πομπῆς τῆς πριγκιπίσσης Βεατρίκης. Δὲν ὑπῆρξαν θύματα. — [968, 982, 1172, 1038]
article-sudden-death: ΑΜΣΤΕΡΝΤΑΜ, 8. (Γαλλ. Πρακτ.). — Βόμβα ἐξερράγη σήμερον ἔξω τῶν ἀνακτόρων, ὀλίγον πρὸ τῆς διελεύσεως τῆς γαμηλίου πομπῆς τῆς πριγκιπίσσης Βεατρίκης. Δὲν ὑπῆρξαν θύματα. — [968, 1284, 1172, 1340]
lead-headline: ΤΟ Ν)ΣΧΕΔΙΟΝ ΠΕΡΙ ΑΝΑΛΟΓΙΚΗΣ ΘΑ ΕΙΣΑΧΘΗ ΕΙΣ ΤΗΝ ΒΟΥΛΗΝ ΜΕΤΑ ΤΗΝ ΕΠΕΞΕΡΓΑΣΙΑΝ ΤΟΥ — [491, 109, 1143, 237]
headline-dei-loan: ΑΡΧΙΖΟΥΝ ΑΠΟ ΣΗΜΕΡΟΝ ΑΙ ΠΡΟΕΓΓΡΑΦΑΙ ΕΙΣ ΤΟ ΟΜΟΛΟΓΙΑΚΟΝ ΔΑΝΕΙΟΝ ΤΗΣ ΔΕΗ — [89, 720, 445, 754]
headline-nato: Η ΕΛΛΗΝΙΚΗ ΚΥΒΕΡΝΗΣΙΣ ΕΠΑΝΕΛΑΒΕ ΠΡΟΣ ΤΟΝ ΓΕΝ. ΓΡΑΜΜΑΤΕΑ ΤΟΥ ΝΑΤΟ ΤΗΝ ΠΡΟΣΗΛΩΣΙΝ ΠΡΟΣ ΤΗΝ ΕΙΡΗΝΗΝ — [91, 371, 443, 449]
lead-continued — [463, 471, 1171, 600]
article-air-transport: ΑΜΣΤΕΡΝΤΑΜ, 8. (Γαλλ. Πρακτ.). — Βόμβα ἐξερράγη σήμερον ἔξω τῶν ἀνακτόρων, ὀλίγον πρὸ τῆς διελεύσεως τῆς γαμηλίου πομπῆς τῆς πριγκιπίσσης Βεατρίκης. Δὲν ὑπῆρξαν θύματα. — [968, 1090, 1172, 1147]
article-nato: Ἡ ἑλληνικὴ κυβέρνησις ἐπανέλαβε καὶ πρὸς τὸν γενικὸν γραμματέα τοῦ ΝΑΤΟ κ. Μπρόζιο τὴν προσήλωσίν της εἰς τὴν εἰρήνην καθὼς καὶ εἰς τὴν δι' εἰρηνικῶν μέσων ἐπίλυσιν τοῦ Κυπριακοῦ ζητήματος. Ἡ δήλωσις αὕτη ἐγένετο εἰς ἀπάντησιν ἐρωτήσεως τοῦ κ. Μπρόζιο περὶ τῶν ἀπόψεων τῆς κυβερνήσεως διὰ τὴν διατήρησιν τῆς ἡσυχίας εἰς τὴν ἀνατολικὴν Μεσόγειον. Ἐξ ἄλλου ὁ κ. Μπρόζιο ἐπεσκέφθη τὸν πρωθυπουργὸν καὶ τὸν ὑπουργὸν Συντονισμοῦ κ. Κ. Μητσοτάκην, μετὰ τοῦ ὁποίου συνεζήτησεν ἐπὶ μακρὸν ζητήματα ἀφορῶντα εἰς τὰς σχέσεις τῆς Ἑλλάδος μὲ τὴν Ἀτλαντικὴν Συμμαχίαν. Μετὰ ταῦτα, ὁ κ. Τσιριμώκος ἀνεκοίνωσεν ὅτι διεξήχθη συζήτησις ἐπὶ γενικῶν θεμάτων ἀμοιβαίου ἐνδιαφέροντος καὶ ὅτι ἡ ἑλληνικὴ κυβέρνησις θὰ συνεχίσῃ τὴν πολιτικὴν τῆς ἀλληλεγγύης πρὸς τοὺς συμμάχους. — [88, 479, 446, 615]
headline-markezinis: Ο κ. ΣΤΕΦΑΝΟΠΟΥΛΟΣ ΘΑ ΕΧΗ ΣΥΝΑΝΤΗΣΙΝ ΜΕ ΤΟΝ κ. ΜΑΡΚΕΖΙΝΗΝ — [483, 1051, 663, 1088]
headline-rhodesia-oil: ΘΑ ΑΠΑΓΟΡΕΥΘΗ Η ΜΕΤΑΦΟΡΑ ΠΕΤΡΕΛΑΙΩΝ ΕΙΣ ΤΗΝ ΡΟΔΕΣΙΑΝ — [976, 846, 1164, 872]
article-logging: Αἱ τιμαὶ ἀναθέσεως κατ' ἀποκοπὴν ὑλοτομικῶν ἐργασιῶν εἰς δασικοὺς συνεταιρισμοὺς αὐξάνονται κατὰ 5 ἕως 15% ἀναλόγως τῆς περιοχῆς. Σχετικὴ ἀπόφασις ὑπεγράφη ὑπὸ τοῦ ὑπουργοῦ Γεωργίας. — [88, 1010, 446, 1044]
kicker-housing: ΘΑ ΣΥΖΗΤΗΘΗ ΤΟ ΑΙΤΗΜΑ ΠΕΡΙ ΑΝΑΣΤΟΛΗΣ ΑΥΞΗΣΕΩΣ ΕΝΟΙΚΙΟΣΤΑΣΙΑΚΩΝ ΜΙΣΘΩΜΑΤΩΝ — [105, 207, 429, 233]
